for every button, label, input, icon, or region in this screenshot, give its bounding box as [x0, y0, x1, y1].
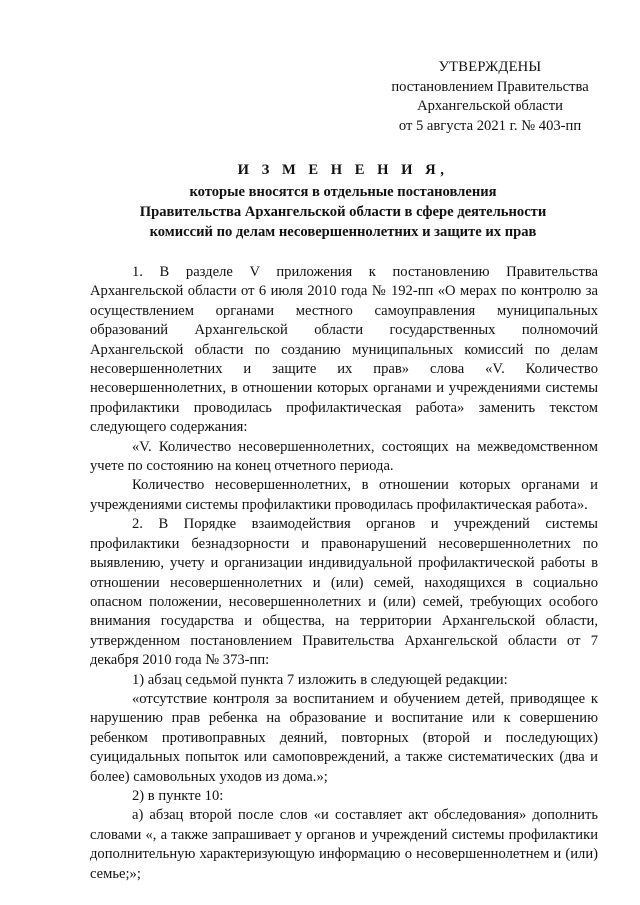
document-body — [90, 263, 598, 884]
approval-line-3: от 5 августа 2021 г. № 403-пп — [398, 117, 582, 134]
paragraph-1: 1. В разделе V приложения к постановлению Правительства Архангельской области от 6 июля 2010 года № 192-пп «О мерах по контролю за осуществлением органами местного самоуправления муниципальных образований Архангельской области государственных полномочий Архангельской области по созданию муниципальных комиссий по делам несовершеннолетних и защите их прав» слова «V. Количество несовершеннолетних, в отношении которых органами и учреждениями системы профилактики проводилась профилактическая работа» заменить текстом следующего содержания: — [90, 264, 598, 436]
approval-line-1: постановлением Правительства — [391, 78, 589, 95]
heading-line-1: которые вносятся в отдельные постановления — [189, 184, 497, 200]
paragraph-4: 2. В Порядке взаимодействия органов и учреждений системы профилактики безнадзорности и правонарушений несовершеннолетних по выявлению, учету и организации индивидуальной профилактической работы в отношении несовершеннолетних и (или) семей, находящихся в социально опасном положении, несовершеннолетних и (или) семей, требующих особого внимания государства и общества, на территории Архангельской области, утвержденном постановлением Правительства Архангельской области от 7 декабря 2010 года № 373-пп: — [90, 516, 598, 669]
heading-line-2: Правительства Архангельской области в сфере деятельности — [139, 204, 547, 220]
paragraph-7: 2) в пункте 10: — [132, 787, 224, 804]
paragraph-3: Количество несовершеннолетних, в отношении которых органами и учреждениями системы профилактики проводилась профилактическая работа». — [90, 477, 598, 513]
heading-line-3: комиссий по делам несовершеннолетних и защите их прав — [149, 224, 537, 240]
approval-stamp — [380, 58, 600, 136]
paragraph-8: а) абзац второй после слов «и составляет акт обследования» дополнить словами «, а также запрашивает у органов и учреждений системы профилактики дополнительную характеризующую информацию о несовершеннолетнем и (или) семье;»; — [90, 807, 598, 882]
paragraph-2: «V. Количество несовершеннолетних, состоящих на межведомственном учете по состоянию на конец отчетного периода. — [90, 438, 598, 475]
paragraph-5: 1) абзац седьмой пункта 7 изложить в следующей редакции: — [132, 671, 508, 688]
document-heading — [88, 160, 598, 242]
approval-title: УТВЕРЖДЕНЫ — [438, 59, 542, 75]
paragraph-6: «отсутствие контроля за воспитанием и обучением детей, приводящее к нарушению прав ребенка на образование и воспитание или к совершению ребенком противоправных деяний, повторных (второй и последующих) суицидальных попыток или самоповреждений, а также систематических (два и более) самовольных уходов из дома.»; — [90, 690, 598, 785]
heading-title: И З М Е Н Е Н И Я, — [237, 162, 449, 178]
approval-line-2: Архангельской области — [417, 98, 563, 114]
